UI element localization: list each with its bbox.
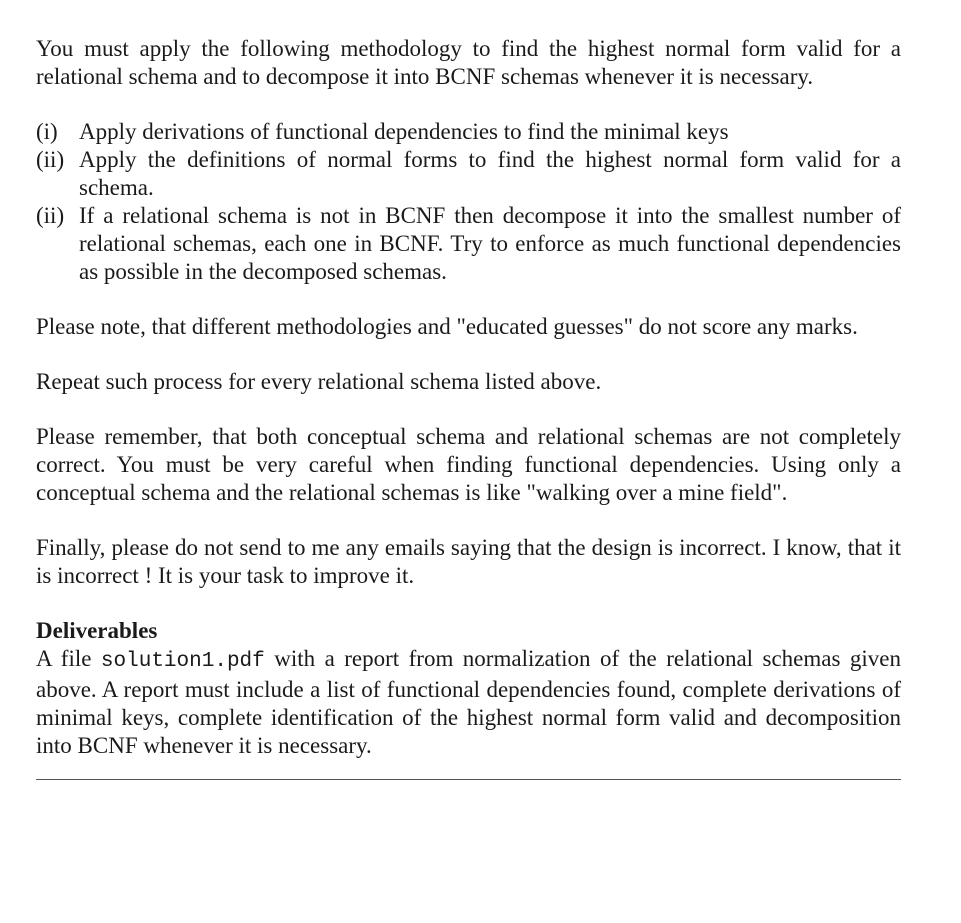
deliverables-paragraph <box>36 645 901 760</box>
methodology-steps <box>36 118 901 286</box>
assignment-page <box>36 35 901 760</box>
repeat-paragraph: Repeat such process for every relational schema listed above. <box>36 369 602 394</box>
finally-paragraph: Finally, please do not send to me any emails saying that the design is incorrect. I know, that it is incorrect ! It is your task to improve it. <box>36 535 901 588</box>
note-paragraph: Please note, that different methodologies and "educated guesses" do not score any marks. <box>36 314 858 339</box>
remember-paragraph: Please remember, that both conceptual schema and relational schemas are not completely correct. You must be very careful when finding functional dependencies. Using only a conceptual schema and the relational schemas is like "walking over a mine field". <box>36 424 901 505</box>
deliverable-filename: solution1.pdf <box>100 650 265 673</box>
step-text: If a relational schema is not in BCNF then decompose it into the smallest number of relational schemas, each one in BCNF. Try to enforce as much functional dependencies as possible in the decomposed schemas. <box>79 203 901 284</box>
intro-paragraph: You must apply the following methodology to find the highest normal form valid for a relational schema and to decompose it into BCNF schemas whenever it is necessary. <box>36 36 901 89</box>
methodology-step <box>36 118 901 146</box>
deliverables-prefix: A file <box>36 646 101 671</box>
step-number: (ii) <box>36 147 65 172</box>
methodology-step <box>36 202 901 286</box>
step-text: Apply the definitions of normal forms to find the highest normal form valid for a schema. <box>79 147 901 200</box>
deliverables-description: with a report from normalization of the relational schemas given above. A report must include a list of functional dependencies found, complete derivations of minimal keys, complete identification of the highest normal form valid and decomposition into BCNF whenever it is necessary. <box>36 646 901 758</box>
step-number: (ii) <box>36 203 65 228</box>
step-text: Apply derivations of functional dependencies to find the minimal keys <box>79 119 729 144</box>
bottom-divider <box>36 779 901 780</box>
methodology-step <box>36 146 901 202</box>
step-number: (i) <box>36 119 58 144</box>
deliverables-heading: Deliverables <box>36 618 158 643</box>
